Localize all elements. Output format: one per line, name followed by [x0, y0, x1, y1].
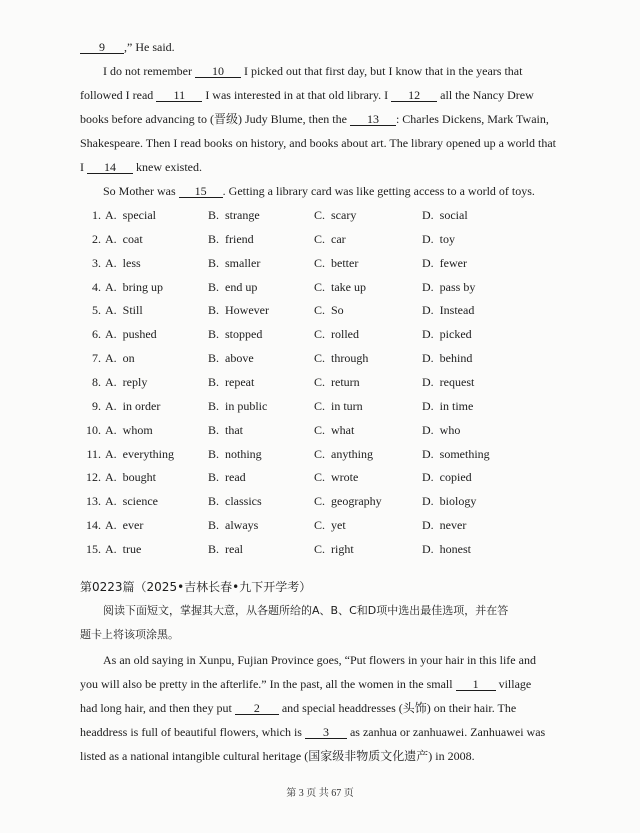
passage-text: . Getting a library card was like getting access to a world of toys.	[222, 184, 535, 198]
option-d: D. fewer	[422, 255, 467, 270]
passage-text: I picked out that first day, but I know that in the years that	[243, 64, 523, 78]
option-d: D. Instead	[422, 303, 475, 318]
passage-text: So Mother was	[103, 184, 176, 198]
option-d: D. who	[422, 422, 461, 437]
passage-text: had long hair, and then they put	[80, 701, 232, 715]
question-row	[80, 208, 561, 222]
option-b: B. in public	[208, 398, 268, 413]
question-number: 3.	[92, 255, 101, 270]
option-c: C. scary	[314, 208, 357, 222]
question-row	[80, 256, 561, 270]
page-footer: 第 3 页 共 67 页	[286, 788, 354, 799]
passage-text: I do not remember	[103, 64, 192, 78]
passage-line	[80, 88, 561, 102]
option-c: C. anything	[314, 446, 373, 461]
option-a: A. coat	[105, 231, 143, 246]
option-b: B. repeat	[208, 374, 255, 389]
option-d: D. request	[422, 374, 475, 389]
question-number: 1.	[92, 208, 101, 222]
option-c: C. return	[314, 374, 360, 389]
question-row	[80, 518, 561, 532]
question-row	[80, 232, 561, 246]
passage-text: village	[498, 677, 532, 691]
passage-text: headdress is full of beautiful flowers, which is	[80, 725, 302, 739]
passage-line	[103, 653, 561, 667]
question-row	[80, 542, 561, 556]
question-number: 9.	[92, 398, 101, 413]
question-row	[80, 470, 561, 484]
option-b: B. real	[208, 541, 243, 556]
option-a: A. science	[105, 494, 158, 509]
passage-text: : Charles Dickens, Mark Twain,	[395, 112, 549, 126]
option-d: D. pass by	[422, 279, 476, 294]
option-d: D. in time	[422, 398, 474, 413]
question-row	[80, 423, 561, 437]
option-b: B. that	[208, 422, 243, 437]
passage-line	[80, 677, 561, 691]
option-c: C. what	[314, 422, 355, 437]
passage-text: As an old saying in Xunpu, Fujian Province goes, “Put flowers in your hair in this life and	[103, 653, 536, 667]
option-d: D. honest	[422, 541, 471, 556]
option-b: B. always	[208, 518, 259, 533]
question-number: 13.	[86, 494, 101, 509]
answer-blank: 1	[456, 678, 496, 691]
passage-text: as zanhua or zanhuawei. Zanhuawei was	[349, 725, 546, 739]
option-d: D. something	[422, 446, 490, 461]
option-a: A. reply	[105, 374, 148, 389]
option-d: D. social	[422, 208, 468, 222]
answer-blank: 9	[80, 41, 124, 54]
option-a: A. bought	[105, 470, 156, 485]
question-number: 8.	[92, 374, 101, 389]
question-row	[80, 494, 561, 508]
option-b: B. stopped	[208, 327, 263, 342]
passage-text: books before advancing to (晋级) Judy Blume, then the	[80, 112, 347, 126]
passage-text: and special headdresses (头饰) on their hair. The	[281, 701, 517, 715]
instruction-text: 阅读下面短文，掌握其大意，从各题所给的A、B、C和D项中选出最佳选项，并在答	[103, 604, 509, 617]
option-a: A. on	[105, 351, 135, 366]
option-c: C. in turn	[314, 398, 363, 413]
question-number: 12.	[86, 470, 101, 485]
option-a: A. in order	[105, 398, 161, 413]
answer-blank: 12	[391, 89, 437, 102]
question-number: 5.	[92, 303, 101, 318]
question-number: 6.	[92, 327, 101, 342]
option-c: C. through	[314, 351, 369, 366]
option-d: D. never	[422, 518, 467, 533]
passage-line	[103, 184, 561, 198]
option-b: B. classics	[208, 494, 262, 509]
answer-blank: 2	[235, 702, 279, 715]
answer-blank: 10	[195, 65, 241, 78]
option-a: A. bring up	[105, 279, 163, 294]
answer-blank: 3	[305, 726, 347, 739]
option-d: D. picked	[422, 327, 472, 342]
option-b: B. smaller	[208, 255, 261, 270]
question-number: 11.	[86, 446, 101, 461]
option-b: B. nothing	[208, 446, 262, 461]
passage-text: you will also be pretty in the afterlife.” In the past, all the women in the small	[80, 677, 453, 691]
option-a: A. less	[105, 255, 141, 270]
passage-line	[80, 749, 561, 763]
option-b: B. end up	[208, 279, 258, 294]
passage-line	[80, 40, 561, 54]
option-a: A. true	[105, 541, 142, 556]
option-b: B. above	[208, 351, 254, 366]
passage-text: knew existed.	[136, 160, 202, 174]
question-number: 4.	[92, 279, 101, 294]
option-d: D. behind	[422, 351, 473, 366]
option-a: A. ever	[105, 518, 144, 533]
question-row	[80, 303, 561, 317]
passage-line	[80, 701, 561, 715]
passage-text: I was interested in at that old library. I	[205, 88, 389, 102]
passage-text: Shakespeare. Then I read books on history, and books about art. The library opened up a world that	[80, 136, 556, 150]
passage-line	[80, 112, 561, 126]
question-number: 15.	[86, 541, 101, 556]
option-c: C. car	[314, 231, 346, 246]
question-row	[80, 447, 561, 461]
passage-text: ,” He said.	[124, 40, 175, 54]
passage-text: all the Nancy Drew	[440, 88, 534, 102]
question-number: 2.	[92, 231, 101, 246]
question-row	[80, 327, 561, 341]
passage-line	[80, 136, 561, 150]
question-number: 10.	[86, 422, 101, 437]
instruction-text: 题卡上将该项涂黑。	[80, 628, 179, 641]
answer-blank: 14	[87, 161, 133, 174]
option-b: B. However	[208, 303, 269, 318]
option-a: A. everything	[105, 446, 174, 461]
option-c: C. So	[314, 303, 344, 318]
option-c: C. better	[314, 255, 359, 270]
answer-blank: 11	[156, 89, 202, 102]
option-d: D. biology	[422, 494, 477, 509]
option-a: A. special	[105, 208, 156, 222]
option-a: A. pushed	[105, 327, 157, 342]
option-b: B. read	[208, 470, 246, 485]
passage-text: followed I read	[80, 88, 154, 102]
option-c: C. yet	[314, 518, 346, 533]
option-d: D. copied	[422, 470, 472, 485]
question-row	[80, 399, 561, 413]
option-a: A. whom	[105, 422, 153, 437]
passage-line	[80, 725, 561, 739]
question-number: 7.	[92, 351, 101, 366]
answer-blank: 15	[179, 185, 223, 198]
option-b: B. friend	[208, 231, 254, 246]
option-a: A. Still	[105, 303, 143, 318]
option-c: C. geography	[314, 494, 382, 509]
question-row	[80, 375, 561, 389]
question-number: 14.	[86, 518, 101, 533]
passage-line	[103, 64, 561, 78]
option-c: C. right	[314, 541, 354, 556]
question-row	[80, 280, 561, 294]
option-c: C. wrote	[314, 470, 359, 485]
option-c: C. rolled	[314, 327, 359, 342]
option-d: D. toy	[422, 231, 455, 246]
passage-text: I	[80, 160, 84, 174]
option-b: B. strange	[208, 208, 260, 222]
option-c: C. take up	[314, 279, 366, 294]
passage-line	[80, 160, 561, 174]
question-row	[80, 351, 561, 365]
section-heading: 第0223篇（2025•吉林长春•九下开学考）	[80, 580, 312, 594]
passage-text: listed as a national intangible cultural heritage (国家级非物质文化遗产) in 2008.	[80, 749, 475, 763]
answer-blank: 13	[350, 113, 396, 126]
